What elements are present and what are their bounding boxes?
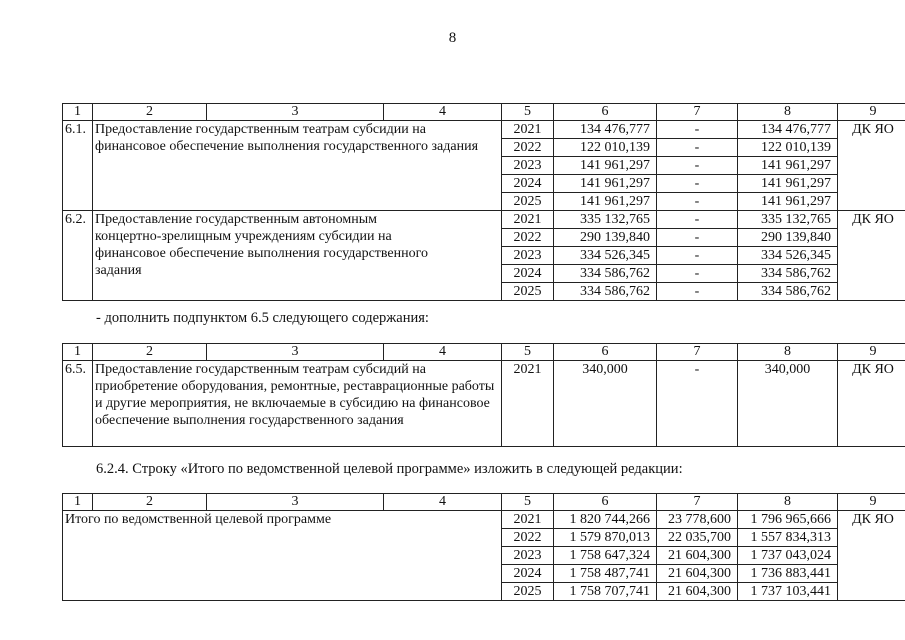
value-col7: - bbox=[657, 121, 738, 139]
total-label: Итого по ведомственной целевой программе bbox=[63, 511, 502, 601]
item-number: 6.2. bbox=[63, 211, 93, 301]
item-number: 6.5. bbox=[63, 361, 93, 447]
column-header: 5 bbox=[502, 344, 554, 361]
column-header: 9 bbox=[838, 494, 905, 511]
value-col8: 1 736 883,441 bbox=[738, 565, 838, 583]
year-cell: 2025 bbox=[502, 583, 554, 601]
value-col8: 1 737 043,024 bbox=[738, 547, 838, 565]
column-header: 6 bbox=[554, 494, 657, 511]
value-col7: 23 778,600 bbox=[657, 511, 738, 529]
value-col8: 141 961,297 bbox=[738, 193, 838, 211]
value-col8: 1 737 103,441 bbox=[738, 583, 838, 601]
value-col8: 334 526,345 bbox=[738, 247, 838, 265]
value-col6: 122 010,139 bbox=[554, 139, 657, 157]
value-col7: - bbox=[657, 247, 738, 265]
value-col7: - bbox=[657, 361, 738, 447]
value-col8: 334 586,762 bbox=[738, 283, 838, 301]
value-col6: 335 132,765 bbox=[554, 211, 657, 229]
value-col6: 334 526,345 bbox=[554, 247, 657, 265]
column-header: 2 bbox=[93, 104, 207, 121]
instruction-text: 6.2.4. Строку «Итого по ведомственной целевой программе» изложить в следующей редакции: bbox=[96, 461, 683, 477]
value-col7: - bbox=[657, 283, 738, 301]
column-header: 5 bbox=[502, 494, 554, 511]
value-col8: 122 010,139 bbox=[738, 139, 838, 157]
table-row bbox=[63, 211, 905, 229]
column-header: 3 bbox=[207, 344, 384, 361]
value-col8: 340,000 bbox=[738, 361, 838, 447]
year-cell: 2021 bbox=[502, 211, 554, 229]
program-table-2 bbox=[62, 343, 905, 447]
value-col8: 335 132,765 bbox=[738, 211, 838, 229]
year-cell: 2021 bbox=[502, 361, 554, 447]
executor-cell: ДК ЯО bbox=[838, 511, 905, 601]
year-cell: 2023 bbox=[502, 547, 554, 565]
page-number: 8 bbox=[448, 30, 457, 46]
column-header: 8 bbox=[738, 344, 838, 361]
value-col8: 1 557 834,313 bbox=[738, 529, 838, 547]
executor-cell: ДК ЯО bbox=[838, 361, 905, 447]
column-header: 9 bbox=[838, 104, 905, 121]
value-col7: - bbox=[657, 193, 738, 211]
year-cell: 2021 bbox=[502, 511, 554, 529]
value-col8: 134 476,777 bbox=[738, 121, 838, 139]
column-header: 4 bbox=[384, 344, 502, 361]
year-cell: 2023 bbox=[502, 247, 554, 265]
column-header-row bbox=[63, 494, 905, 511]
column-header-row bbox=[63, 104, 905, 121]
instruction-text: - дополнить подпунктом 6.5 следующего содержания: bbox=[96, 310, 429, 326]
year-cell: 2022 bbox=[502, 529, 554, 547]
value-col7: 22 035,700 bbox=[657, 529, 738, 547]
value-col6: 1 820 744,266 bbox=[554, 511, 657, 529]
value-col6: 141 961,297 bbox=[554, 157, 657, 175]
column-header: 3 bbox=[207, 104, 384, 121]
column-header: 7 bbox=[657, 494, 738, 511]
year-cell: 2024 bbox=[502, 265, 554, 283]
value-col6: 1 758 647,324 bbox=[554, 547, 657, 565]
column-header: 3 bbox=[207, 494, 384, 511]
value-col8: 290 139,840 bbox=[738, 229, 838, 247]
table-row bbox=[63, 361, 905, 447]
value-col8: 1 796 965,666 bbox=[738, 511, 838, 529]
column-header: 6 bbox=[554, 344, 657, 361]
value-col7: 21 604,300 bbox=[657, 565, 738, 583]
column-header: 9 bbox=[838, 344, 905, 361]
item-description: Предоставление государственным автономным концертно-зрелищным учреждениям субсидии на финансовое обеспечение выполнения государственного задания bbox=[93, 211, 502, 301]
total-table bbox=[62, 493, 905, 601]
value-col8: 334 586,762 bbox=[738, 265, 838, 283]
value-col6: 290 139,840 bbox=[554, 229, 657, 247]
value-col6: 1 758 707,741 bbox=[554, 583, 657, 601]
table-row bbox=[63, 511, 905, 529]
value-col7: 21 604,300 bbox=[657, 547, 738, 565]
value-col6: 141 961,297 bbox=[554, 193, 657, 211]
value-col7: - bbox=[657, 157, 738, 175]
executor-cell: ДК ЯО bbox=[838, 211, 905, 301]
column-header: 2 bbox=[93, 494, 207, 511]
column-header: 8 bbox=[738, 104, 838, 121]
column-header: 7 bbox=[657, 344, 738, 361]
value-col6: 340,000 bbox=[554, 361, 657, 447]
column-header: 8 bbox=[738, 494, 838, 511]
value-col6: 1 758 487,741 bbox=[554, 565, 657, 583]
value-col7: - bbox=[657, 139, 738, 157]
item-description: Предоставление государственным театрам субсидий на приобретение оборудования, ремонтные, реставрационные работы и другие мероприятия, не включаемые в субсидию на финансовое обеспечение выполнения государственного задания bbox=[93, 361, 502, 447]
column-header: 4 bbox=[384, 494, 502, 511]
year-cell: 2022 bbox=[502, 139, 554, 157]
column-header: 5 bbox=[502, 104, 554, 121]
column-header: 1 bbox=[63, 104, 93, 121]
program-table-1 bbox=[62, 103, 905, 301]
value-col7: 21 604,300 bbox=[657, 583, 738, 601]
value-col7: - bbox=[657, 175, 738, 193]
column-header: 1 bbox=[63, 494, 93, 511]
value-col8: 141 961,297 bbox=[738, 175, 838, 193]
value-col6: 141 961,297 bbox=[554, 175, 657, 193]
year-cell: 2023 bbox=[502, 157, 554, 175]
value-col6: 134 476,777 bbox=[554, 121, 657, 139]
value-col6: 334 586,762 bbox=[554, 265, 657, 283]
value-col7: - bbox=[657, 265, 738, 283]
column-header: 4 bbox=[384, 104, 502, 121]
table-row bbox=[63, 121, 905, 139]
year-cell: 2024 bbox=[502, 565, 554, 583]
value-col7: - bbox=[657, 211, 738, 229]
value-col6: 334 586,762 bbox=[554, 283, 657, 301]
value-col6: 1 579 870,013 bbox=[554, 529, 657, 547]
column-header: 6 bbox=[554, 104, 657, 121]
item-number: 6.1. bbox=[63, 121, 93, 211]
year-cell: 2025 bbox=[502, 283, 554, 301]
year-cell: 2021 bbox=[502, 121, 554, 139]
value-col8: 141 961,297 bbox=[738, 157, 838, 175]
item-description: Предоставление государственным театрам субсидии на финансовое обеспечение выполнения государственного задания bbox=[93, 121, 502, 211]
column-header: 1 bbox=[63, 344, 93, 361]
executor-cell: ДК ЯО bbox=[838, 121, 905, 211]
year-cell: 2024 bbox=[502, 175, 554, 193]
column-header: 2 bbox=[93, 344, 207, 361]
column-header-row bbox=[63, 344, 905, 361]
column-header: 7 bbox=[657, 104, 738, 121]
value-col7: - bbox=[657, 229, 738, 247]
year-cell: 2022 bbox=[502, 229, 554, 247]
year-cell: 2025 bbox=[502, 193, 554, 211]
